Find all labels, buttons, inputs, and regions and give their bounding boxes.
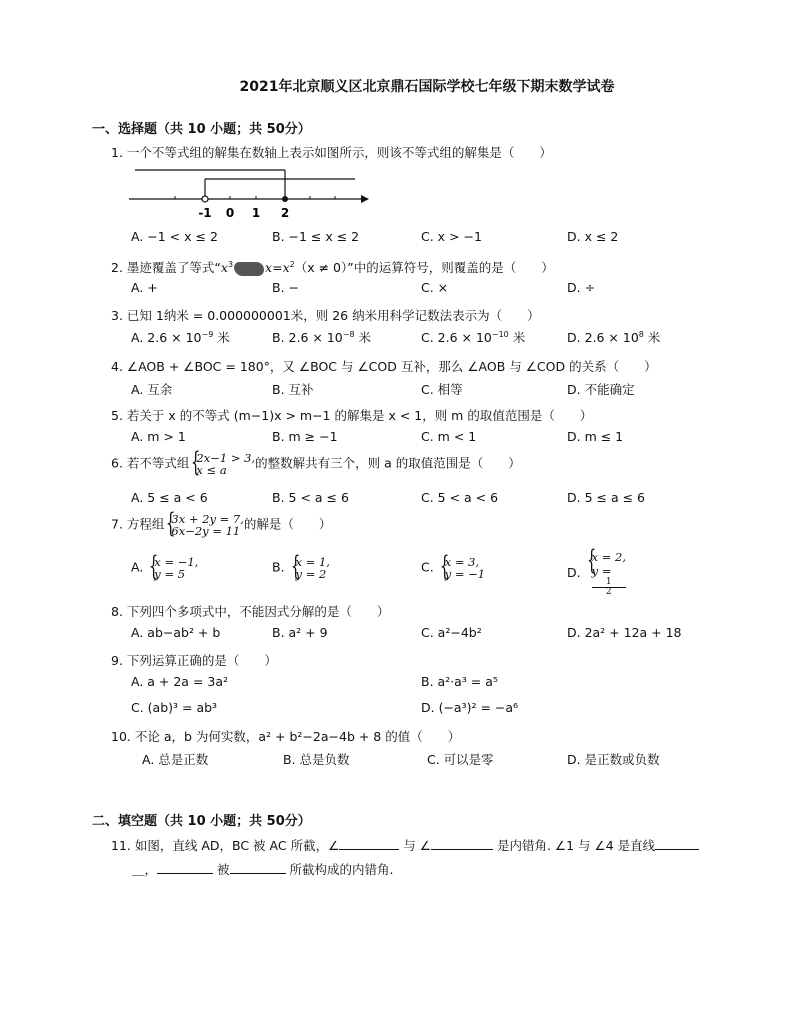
question-11-line-1: 11. 如图，直线 AD，BC 被 AC 所截，∠ 与 ∠ 是内错角. ∠1 与 ∠4 是直线 — [111, 836, 699, 854]
q8-option-d: D. 2a² + 12a + 18 — [567, 625, 682, 640]
q5-option-c: C. m < 1 — [421, 429, 477, 444]
question-4-stem: 4. ∠AOB + ∠BOC = 180°，又 ∠BOC 与 ∠COD 互补，那么 ∠AOB 与 ∠COD 的关系（ ） — [111, 359, 657, 374]
q10-option-a: A. 总是正数 — [142, 752, 209, 767]
q1-option-d: D. x ≤ 2 — [567, 229, 619, 244]
q1-option-b: B. −1 ≤ x ≤ 2 — [272, 229, 360, 244]
question-5-stem: 5. 若关于 x 的不等式 (m−1)x > m−1 的解集是 x < 1，则 m 的取值范围是（ ） — [111, 408, 593, 423]
q3-option-b: B. $2.6 \times 10^{-8}$ 米 — [272, 329, 372, 345]
q4-option-b: B. 互补 — [272, 382, 314, 397]
answer-blank[interactable] — [339, 837, 399, 850]
question-11-line-2: ＿， 被 所截构成的内错角. — [132, 862, 394, 877]
question-6-stem: 6. 若不等式组 { 2x−1 > 3, x ≤ a 的整数解共有三个，则 a 的取值范围是（ ） — [111, 452, 521, 476]
q10-option-d: D. 是正数或负数 — [567, 752, 660, 767]
q6-option-a: A. 5 ≤ a < 6 — [131, 490, 208, 505]
q8-option-b: B. a² + 9 — [272, 625, 328, 640]
q5-option-b: B. m ≥ −1 — [272, 429, 338, 444]
q9-option-a: A. a + 2a = 3a² — [131, 674, 229, 689]
answer-blank[interactable] — [157, 861, 213, 874]
q3-option-a: A. $2.6 \times 10^{-9}$ 米 — [131, 329, 230, 345]
fraction-one-half: 1 2 — [592, 578, 626, 597]
q1-option-c: C. x > −1 — [421, 229, 482, 244]
q4-option-c: C. 相等 — [421, 382, 463, 397]
number-line-figure — [125, 162, 375, 222]
q3-option-d: D. $2.6 \times 10^8$ 米 — [567, 329, 661, 345]
q8-option-a: A. ab−ab² + b — [131, 625, 221, 640]
q6-option-b: B. 5 < a ≤ 6 — [272, 490, 349, 505]
answer-blank[interactable] — [431, 837, 493, 850]
inequality-system: { 2x−1 > 3, x ≤ a — [189, 452, 255, 476]
q8-option-c: C. a²−4b² — [421, 625, 482, 640]
tick-label: -1 — [198, 206, 212, 220]
number-line-arrow — [361, 195, 369, 203]
question-3-stem: 3. 已知 1纳米 = 0.000000001米，则 26 纳米用科学记数法表示为（ ） — [111, 308, 540, 323]
q5-option-d: D. m ≤ 1 — [567, 429, 624, 444]
question-8-stem: 8. 下列四个多项式中，不能因式分解的是（ ） — [111, 604, 390, 619]
q9-option-b: B. a²·a³ = a⁵ — [421, 674, 498, 689]
q9-option-c: C. (ab)³ = ab³ — [131, 700, 218, 715]
q10-option-c: C. 可以是零 — [427, 752, 494, 767]
tick-label: 2 — [280, 206, 290, 220]
question-7-stem: 7. 方程组 { 3x + 2y = 7, 6x−2y = 11 的解是（ ） — [111, 513, 331, 537]
q2-option-a: A. + — [131, 280, 158, 295]
section-heading-fill: 二、填空题（共 10 小题；共 50分） — [92, 814, 311, 829]
q2-option-c: C. × — [421, 280, 449, 295]
open-dot-minus1 — [202, 196, 208, 202]
question-9-stem: 9. 下列运算正确的是（ ） — [111, 653, 277, 668]
q10-option-b: B. 总是负数 — [283, 752, 350, 767]
tick-label: 0 — [225, 206, 235, 220]
q7-option-c: C. { x = 3, y = −1 — [421, 556, 485, 580]
closed-dot-2 — [282, 196, 288, 202]
question-2-stem: 2. 墨迹覆盖了等式“$x^3$ $x=x^2(x \ne 0)$”中的运算符号，则覆盖的是（ ） — [111, 259, 554, 275]
q7-option-d: D. { x = 2, y = 1 2 — [567, 550, 626, 597]
tick-label: 1 — [251, 206, 261, 220]
q4-option-a: A. 互余 — [131, 382, 173, 397]
page-title: 2021年北京顺义区北京鼎石国际学校七年级下期末数学试卷 — [239, 79, 615, 95]
question-1-stem: 1. 一个不等式组的解集在数轴上表示如图所示，则该不等式组的解集是（ ） — [111, 145, 552, 160]
ink-blot — [234, 262, 264, 276]
q6-option-c: C. 5 < a < 6 — [421, 490, 499, 505]
q4-option-d: D. 不能确定 — [567, 382, 635, 397]
answer-blank[interactable] — [655, 837, 699, 850]
q1-option-a: A. −1 < x ≤ 2 — [131, 229, 218, 244]
equation-system: { 3x + 2y = 7, 6x−2y = 11 — [164, 513, 243, 537]
q9-option-d: D. (−a³)² = −a⁶ — [421, 700, 519, 715]
q6-option-d: D. 5 ≤ a ≤ 6 — [567, 490, 645, 505]
section-heading-choice: 一、选择题（共 10 小题；共 50分） — [92, 122, 311, 137]
q5-option-a: A. m > 1 — [131, 429, 186, 444]
q3-option-c: C. $2.6 \times 10^{-10}$ 米 — [421, 329, 526, 345]
q7-option-b: B. { x = 1, y = 2 — [272, 556, 330, 580]
q2-option-b: B. − — [272, 280, 299, 295]
q2-option-d: D. ÷ — [567, 280, 596, 295]
q7-option-a: A. { x = −1, y = 5 — [131, 556, 198, 580]
answer-blank[interactable] — [230, 861, 286, 874]
question-10-stem: 10. 不论 a，b 为何实数，a² + b²−2a−4b + 8 的值（ ） — [111, 729, 461, 744]
